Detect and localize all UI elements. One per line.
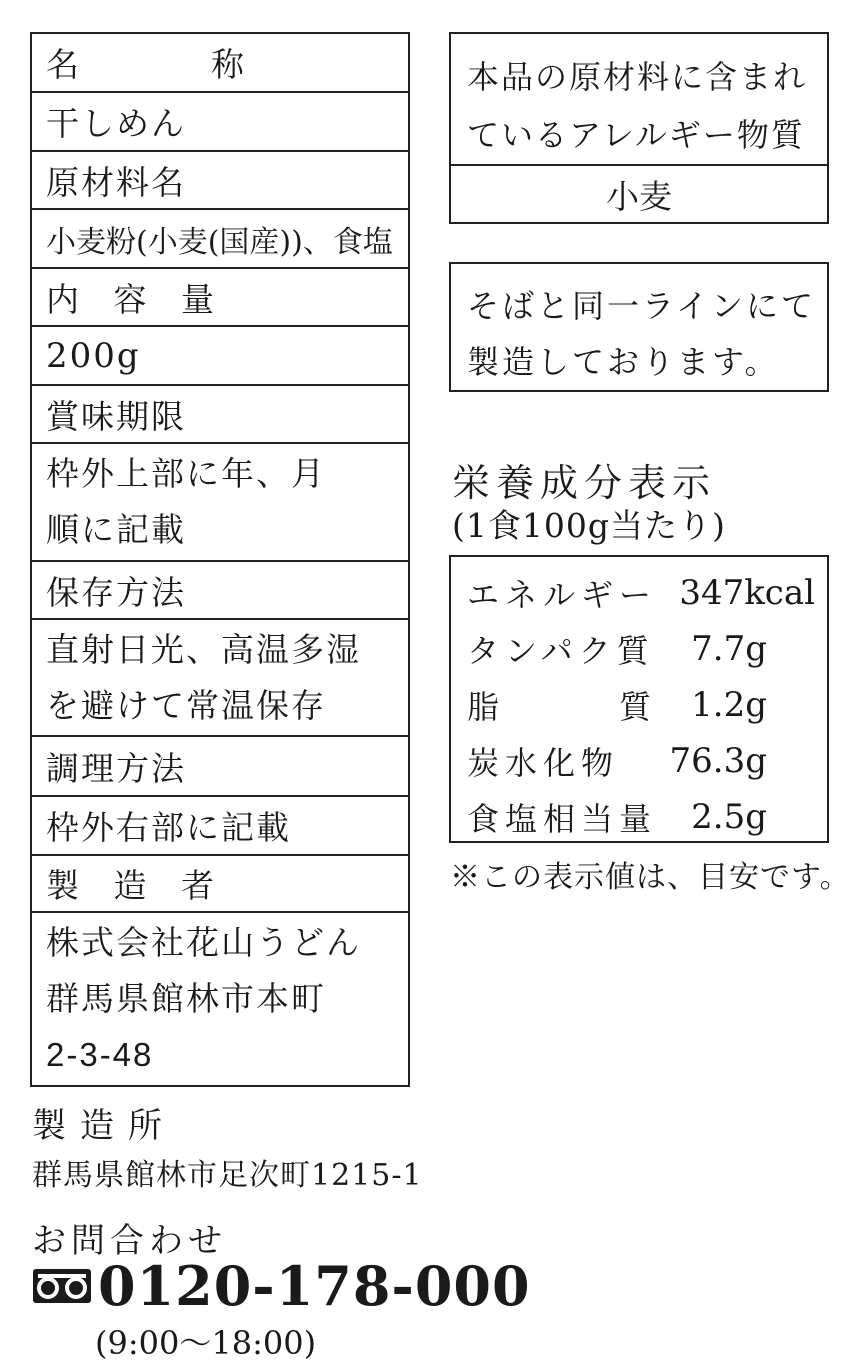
label-table	[30, 32, 410, 1087]
allergy-line2: ているアレルギー物質	[467, 116, 805, 154]
nutrition-label: 脂 質	[467, 688, 658, 726]
best-before-line2: 順に記載	[46, 510, 186, 549]
allergy-value: 小麦	[606, 176, 672, 216]
business-hours: (9:00〜18:00)	[95, 1324, 317, 1362]
contact-title: お問合わせ	[32, 1221, 227, 1261]
nutrition-value: 347kcal	[679, 573, 815, 613]
phone-number[interactable]: 0120-178-000	[98, 1254, 531, 1318]
nutrition-value: 1.2g	[691, 685, 767, 725]
free-dial-icon	[32, 1268, 92, 1304]
cooking-value: 枠外右部に記載	[32, 797, 408, 856]
allergy-box	[449, 32, 829, 224]
maker-line2: 群馬県館林市本町	[46, 979, 326, 1018]
ingredients-header: 原材料名	[32, 152, 408, 210]
allergy-line1: 本品の原材料に含まれ	[467, 58, 808, 96]
contents-value: 200g	[32, 327, 408, 386]
maker-header: 製 造 者	[32, 856, 408, 913]
nutrition-value: 7.7g	[691, 629, 767, 669]
nutrition-value: 76.3g	[669, 741, 767, 781]
name-header: 名 称	[32, 34, 408, 93]
maker-line1: 株式会社花山うどん	[46, 923, 361, 962]
plant-title: 製造所	[32, 1106, 176, 1146]
nutrition-row	[451, 733, 827, 789]
ingredients-value: 小麦粉(小麦(国産))、食塩	[32, 210, 408, 269]
best-before-line1: 枠外上部に年、月	[46, 454, 326, 493]
maker-line3: 2-3-48	[46, 1036, 154, 1073]
nutrition-row	[451, 677, 827, 733]
maker-value	[32, 913, 408, 1085]
nutrition-label: 食塩相当量	[467, 800, 658, 838]
nutrition-label: タンパク質	[467, 632, 655, 670]
nutrition-table	[449, 555, 829, 843]
nutrition-label: 炭水化物	[467, 744, 620, 782]
contents-header: 内 容 量	[32, 269, 408, 327]
nutrition-value: 2.5g	[691, 797, 767, 837]
storage-line2: を避けて常温保存	[46, 685, 326, 725]
line-note-line1: そばと同一ラインにて	[467, 287, 817, 325]
nutrition-row	[451, 621, 827, 677]
nutrition-row	[451, 789, 827, 845]
storage-value	[32, 620, 408, 737]
nutrition-title: 栄養成分表示	[452, 461, 717, 505]
nutrition-label: エネルギー	[467, 576, 658, 614]
nutrition-subtitle: (1食100g当たり)	[452, 506, 726, 545]
line-note-line2: 製造しております。	[467, 343, 780, 381]
nutrition-row	[451, 565, 827, 621]
storage-header: 保存方法	[32, 562, 408, 620]
name-value: 干しめん	[32, 93, 408, 152]
cooking-header: 調理方法	[32, 737, 408, 797]
phone-line	[32, 1254, 531, 1318]
storage-line1: 直射日光、高温多湿	[46, 629, 361, 669]
allergy-header	[451, 34, 827, 166]
nutrition-note: ※この表示値は、目安です。	[450, 860, 851, 895]
best-before-value	[32, 444, 408, 562]
plant-address: 群馬県館林市足次町1215-1	[32, 1158, 423, 1193]
same-line-note	[449, 262, 829, 392]
best-before-header: 賞味期限	[32, 386, 408, 444]
